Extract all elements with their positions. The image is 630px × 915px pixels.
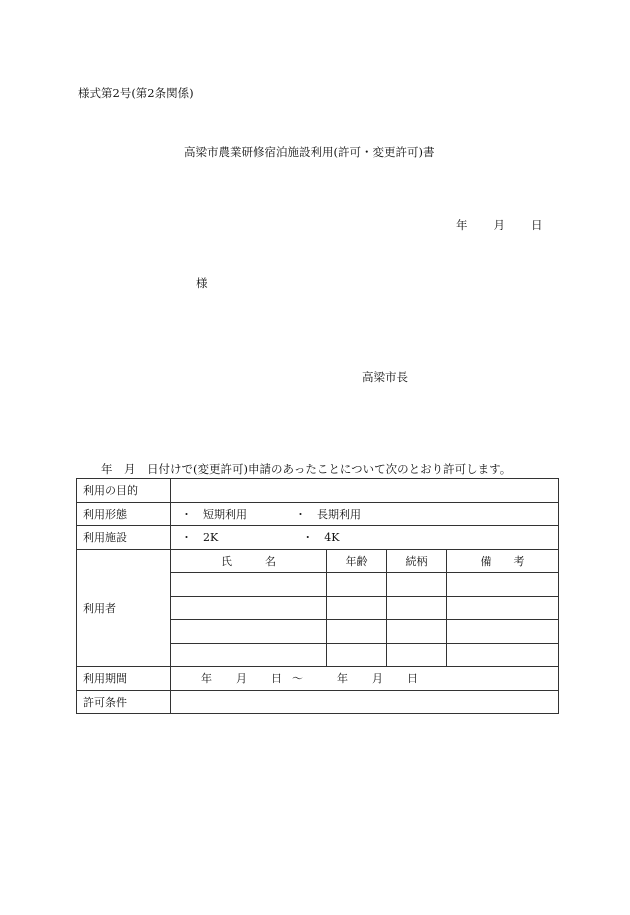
period-day: 日 [271,672,282,686]
user-remarks-cell[interactable] [447,573,559,597]
conditions-label: 許可条件 [77,690,171,714]
user-name-cell[interactable] [171,620,327,644]
purpose-label: 利用の目的 [77,479,171,503]
intro-text: 年 月 日付けで(変更許可)申請のあったことについて次のとおり許可します。 [101,462,512,476]
user-age-cell[interactable] [327,620,387,644]
user-relation-cell[interactable] [387,620,447,644]
header-age: 年齢 [327,549,387,573]
conditions-value[interactable] [171,690,559,714]
user-age-cell[interactable] [327,573,387,597]
facility-row [77,526,559,550]
bullet-2k: ・ [181,531,192,545]
period-month: 月 [236,672,247,686]
users-label: 利用者 [77,549,171,667]
option-4k[interactable]: 4K [324,531,340,545]
header-remarks: 備 考 [447,549,559,573]
facility-label: 利用施設 [77,526,171,550]
option-2k[interactable]: 2K [203,531,219,545]
user-name-cell[interactable] [171,643,327,667]
facility-options [171,526,559,550]
option-long-term[interactable]: 長期利用 [317,507,361,521]
user-relation-cell[interactable] [387,573,447,597]
user-remarks-cell[interactable] [447,643,559,667]
date-day: 日 [531,218,543,232]
period-day-end: 日 [407,672,418,686]
option-short-term[interactable]: 短期利用 [203,507,247,521]
bullet-short: ・ [181,507,192,521]
users-header-row [77,549,559,573]
purpose-row [77,479,559,503]
user-remarks-cell[interactable] [447,596,559,620]
user-name-cell[interactable] [171,596,327,620]
usage-form-options [171,502,559,526]
usage-form-label: 利用形態 [77,502,171,526]
issuer: 高梁市長 [362,370,408,384]
header-name: 氏 名 [171,549,327,573]
period-row [77,667,559,691]
user-relation-cell[interactable] [387,596,447,620]
period-year: 年 [201,672,212,686]
document-title: 高梁市農業研修宿泊施設利用(許可・変更許可)書 [184,145,435,159]
addressee-suffix: 様 [196,276,208,290]
user-remarks-cell[interactable] [447,620,559,644]
conditions-row [77,690,559,714]
form-number: 様式第2号(第2条関係) [78,86,194,100]
bullet-4k: ・ [302,531,314,545]
user-relation-cell[interactable] [387,643,447,667]
period-label: 利用期間 [77,667,171,691]
date-year: 年 [456,218,468,232]
date-line [456,217,543,233]
permit-table [76,478,559,714]
purpose-value[interactable] [171,479,559,503]
bullet-long: ・ [295,507,306,521]
date-month: 月 [493,218,505,232]
user-age-cell[interactable] [327,596,387,620]
period-month-end: 月 [372,672,383,686]
user-age-cell[interactable] [327,643,387,667]
usage-form-row [77,502,559,526]
period-year-end: 年 [337,672,348,686]
period-value[interactable] [171,667,559,691]
header-relation: 続柄 [387,549,447,573]
period-tilde: ～ [292,672,303,686]
user-name-cell[interactable] [171,573,327,597]
